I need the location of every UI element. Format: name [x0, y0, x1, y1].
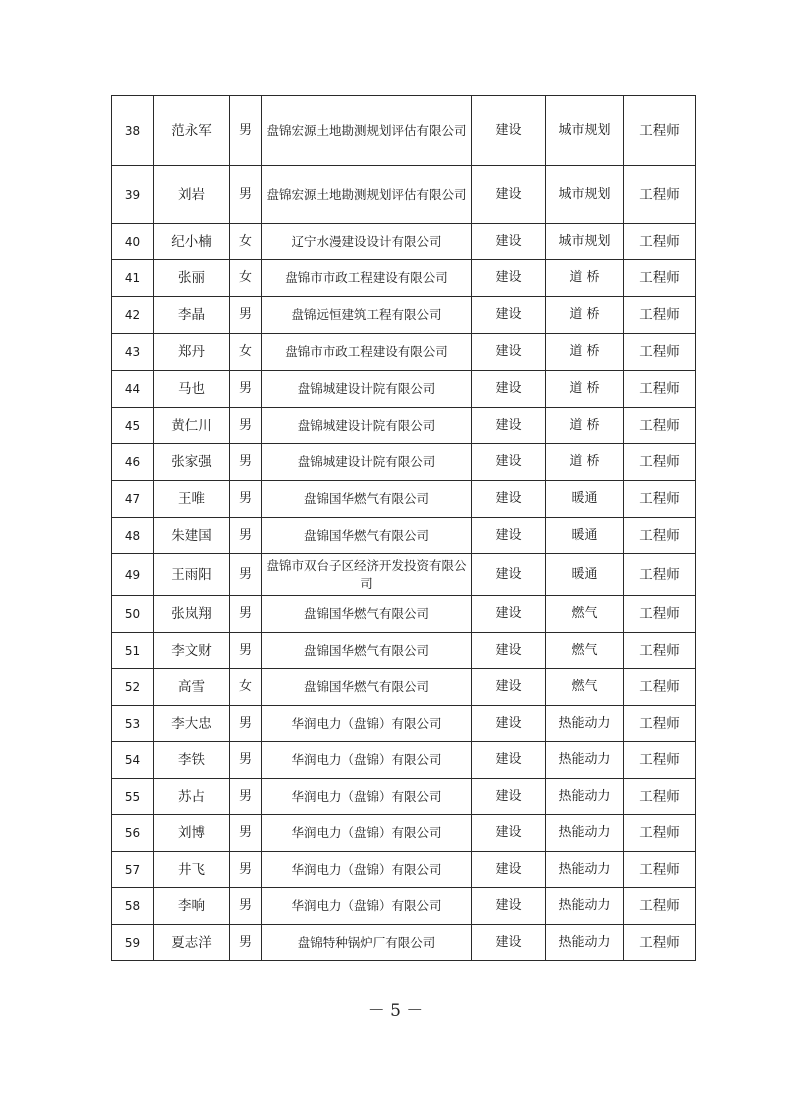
cell-name: 李大忠 [154, 706, 230, 742]
cell-gender: 男 [230, 408, 262, 444]
cell-number: 41 [112, 260, 154, 297]
cell-company: 华润电力（盘锦）有限公司 [262, 852, 472, 888]
cell-name: 王唯 [154, 481, 230, 518]
cell-gender: 男 [230, 96, 262, 166]
cell-category: 建设 [472, 554, 546, 596]
cell-number: 40 [112, 224, 154, 260]
cell-name: 范永军 [154, 96, 230, 166]
cell-number: 44 [112, 371, 154, 408]
cell-category: 建设 [472, 96, 546, 166]
table-row [112, 852, 696, 888]
cell-specialty: 城市规划 [546, 96, 624, 166]
cell-gender: 男 [230, 297, 262, 334]
table-row [112, 596, 696, 633]
cell-gender: 男 [230, 633, 262, 669]
cell-name: 刘岩 [154, 166, 230, 224]
cell-gender: 男 [230, 779, 262, 815]
cell-title: 工程师 [624, 633, 696, 669]
cell-category: 建设 [472, 925, 546, 961]
cell-specialty: 热能动力 [546, 706, 624, 742]
cell-gender: 男 [230, 166, 262, 224]
table-row [112, 779, 696, 815]
cell-category: 建设 [472, 596, 546, 633]
cell-company: 盘锦国华燃气有限公司 [262, 518, 472, 554]
cell-title: 工程师 [624, 297, 696, 334]
cell-title: 工程师 [624, 334, 696, 371]
cell-specialty: 道 桥 [546, 334, 624, 371]
cell-category: 建设 [472, 888, 546, 925]
cell-title: 工程师 [624, 481, 696, 518]
cell-title: 工程师 [624, 518, 696, 554]
table-row [112, 260, 696, 297]
cell-specialty: 燃气 [546, 669, 624, 706]
cell-company: 盘锦城建设计院有限公司 [262, 408, 472, 444]
cell-title: 工程师 [624, 925, 696, 961]
cell-company: 华润电力（盘锦）有限公司 [262, 706, 472, 742]
cell-gender: 女 [230, 260, 262, 297]
cell-category: 建设 [472, 779, 546, 815]
cell-category: 建设 [472, 166, 546, 224]
cell-title: 工程师 [624, 779, 696, 815]
cell-category: 建设 [472, 481, 546, 518]
cell-category: 建设 [472, 408, 546, 444]
cell-gender: 男 [230, 554, 262, 596]
cell-number: 54 [112, 742, 154, 779]
table-row [112, 408, 696, 444]
cell-name: 张岚翔 [154, 596, 230, 633]
cell-name: 高雪 [154, 669, 230, 706]
cell-specialty: 燃气 [546, 596, 624, 633]
cell-number: 46 [112, 444, 154, 481]
cell-name: 纪小楠 [154, 224, 230, 260]
cell-specialty: 热能动力 [546, 852, 624, 888]
cell-category: 建设 [472, 669, 546, 706]
cell-title: 工程师 [624, 224, 696, 260]
cell-company: 盘锦城建设计院有限公司 [262, 444, 472, 481]
cell-category: 建设 [472, 334, 546, 371]
cell-title: 工程师 [624, 669, 696, 706]
cell-number: 57 [112, 852, 154, 888]
cell-specialty: 道 桥 [546, 408, 624, 444]
cell-company: 盘锦国华燃气有限公司 [262, 633, 472, 669]
cell-title: 工程师 [624, 260, 696, 297]
cell-name: 张丽 [154, 260, 230, 297]
cell-gender: 男 [230, 706, 262, 742]
cell-specialty: 道 桥 [546, 260, 624, 297]
cell-category: 建设 [472, 815, 546, 852]
roster-body [112, 96, 696, 961]
cell-name: 井飞 [154, 852, 230, 888]
cell-company: 盘锦市双台子区经济开发投资有限公司 [262, 554, 472, 596]
cell-specialty: 道 桥 [546, 444, 624, 481]
table-row [112, 888, 696, 925]
table-row [112, 742, 696, 779]
cell-title: 工程师 [624, 742, 696, 779]
cell-company: 辽宁水漫建设设计有限公司 [262, 224, 472, 260]
cell-category: 建设 [472, 633, 546, 669]
cell-title: 工程师 [624, 706, 696, 742]
table-row [112, 166, 696, 224]
table-row [112, 815, 696, 852]
table-row [112, 481, 696, 518]
cell-gender: 男 [230, 518, 262, 554]
cell-name: 张家强 [154, 444, 230, 481]
page-number: － 5 － [367, 1001, 424, 1021]
cell-number: 51 [112, 633, 154, 669]
cell-gender: 女 [230, 224, 262, 260]
table-row [112, 706, 696, 742]
cell-number: 43 [112, 334, 154, 371]
cell-category: 建设 [472, 371, 546, 408]
cell-specialty: 暖通 [546, 518, 624, 554]
cell-specialty: 城市规划 [546, 166, 624, 224]
cell-specialty: 道 桥 [546, 371, 624, 408]
cell-name: 刘博 [154, 815, 230, 852]
cell-category: 建设 [472, 444, 546, 481]
cell-category: 建设 [472, 224, 546, 260]
cell-company: 盘锦国华燃气有限公司 [262, 481, 472, 518]
cell-name: 李晶 [154, 297, 230, 334]
cell-gender: 男 [230, 481, 262, 518]
cell-company: 盘锦市市政工程建设有限公司 [262, 334, 472, 371]
cell-number: 49 [112, 554, 154, 596]
cell-gender: 女 [230, 334, 262, 371]
cell-number: 59 [112, 925, 154, 961]
cell-company: 华润电力（盘锦）有限公司 [262, 888, 472, 925]
cell-name: 马也 [154, 371, 230, 408]
table-row [112, 444, 696, 481]
cell-company: 华润电力（盘锦）有限公司 [262, 742, 472, 779]
cell-company: 盘锦城建设计院有限公司 [262, 371, 472, 408]
table-row [112, 297, 696, 334]
cell-specialty: 燃气 [546, 633, 624, 669]
cell-title: 工程师 [624, 852, 696, 888]
table-row [112, 669, 696, 706]
cell-title: 工程师 [624, 596, 696, 633]
cell-specialty: 城市规划 [546, 224, 624, 260]
cell-company: 盘锦宏源土地勘测规划评估有限公司 [262, 166, 472, 224]
cell-category: 建设 [472, 852, 546, 888]
table-row [112, 633, 696, 669]
cell-gender: 男 [230, 742, 262, 779]
table-row [112, 224, 696, 260]
cell-category: 建设 [472, 706, 546, 742]
cell-name: 李响 [154, 888, 230, 925]
cell-number: 56 [112, 815, 154, 852]
cell-specialty: 热能动力 [546, 888, 624, 925]
cell-gender: 男 [230, 852, 262, 888]
cell-specialty: 暖通 [546, 554, 624, 596]
cell-specialty: 道 桥 [546, 297, 624, 334]
cell-name: 郑丹 [154, 334, 230, 371]
cell-gender: 女 [230, 669, 262, 706]
cell-company: 盘锦市市政工程建设有限公司 [262, 260, 472, 297]
cell-title: 工程师 [624, 444, 696, 481]
cell-number: 45 [112, 408, 154, 444]
table-row [112, 334, 696, 371]
cell-number: 53 [112, 706, 154, 742]
cell-company: 华润电力（盘锦）有限公司 [262, 779, 472, 815]
table-row [112, 518, 696, 554]
roster-table [111, 95, 696, 961]
table-row [112, 96, 696, 166]
cell-name: 夏志洋 [154, 925, 230, 961]
cell-number: 38 [112, 96, 154, 166]
cell-specialty: 热能动力 [546, 779, 624, 815]
cell-gender: 男 [230, 888, 262, 925]
table-row [112, 371, 696, 408]
cell-number: 42 [112, 297, 154, 334]
cell-number: 50 [112, 596, 154, 633]
cell-specialty: 热能动力 [546, 742, 624, 779]
cell-number: 58 [112, 888, 154, 925]
cell-name: 王雨阳 [154, 554, 230, 596]
cell-number: 48 [112, 518, 154, 554]
cell-name: 苏占 [154, 779, 230, 815]
cell-company: 华润电力（盘锦）有限公司 [262, 815, 472, 852]
cell-category: 建设 [472, 742, 546, 779]
cell-category: 建设 [472, 260, 546, 297]
cell-category: 建设 [472, 518, 546, 554]
cell-title: 工程师 [624, 888, 696, 925]
cell-number: 47 [112, 481, 154, 518]
cell-title: 工程师 [624, 554, 696, 596]
cell-gender: 男 [230, 444, 262, 481]
cell-title: 工程师 [624, 166, 696, 224]
cell-name: 李铁 [154, 742, 230, 779]
cell-company: 盘锦国华燃气有限公司 [262, 596, 472, 633]
cell-gender: 男 [230, 371, 262, 408]
cell-title: 工程师 [624, 815, 696, 852]
cell-gender: 男 [230, 925, 262, 961]
cell-name: 李文财 [154, 633, 230, 669]
cell-category: 建设 [472, 297, 546, 334]
cell-company: 盘锦远恒建筑工程有限公司 [262, 297, 472, 334]
cell-title: 工程师 [624, 371, 696, 408]
cell-title: 工程师 [624, 96, 696, 166]
cell-gender: 男 [230, 596, 262, 633]
cell-company: 盘锦国华燃气有限公司 [262, 669, 472, 706]
cell-number: 39 [112, 166, 154, 224]
table-row [112, 554, 696, 596]
cell-name: 黄仁川 [154, 408, 230, 444]
cell-specialty: 热能动力 [546, 815, 624, 852]
cell-company: 盘锦宏源土地勘测规划评估有限公司 [262, 96, 472, 166]
table-row [112, 925, 696, 961]
cell-number: 52 [112, 669, 154, 706]
cell-number: 55 [112, 779, 154, 815]
cell-gender: 男 [230, 815, 262, 852]
cell-company: 盘锦特种锅炉厂有限公司 [262, 925, 472, 961]
cell-specialty: 暖通 [546, 481, 624, 518]
cell-specialty: 热能动力 [546, 925, 624, 961]
cell-title: 工程师 [624, 408, 696, 444]
cell-name: 朱建国 [154, 518, 230, 554]
